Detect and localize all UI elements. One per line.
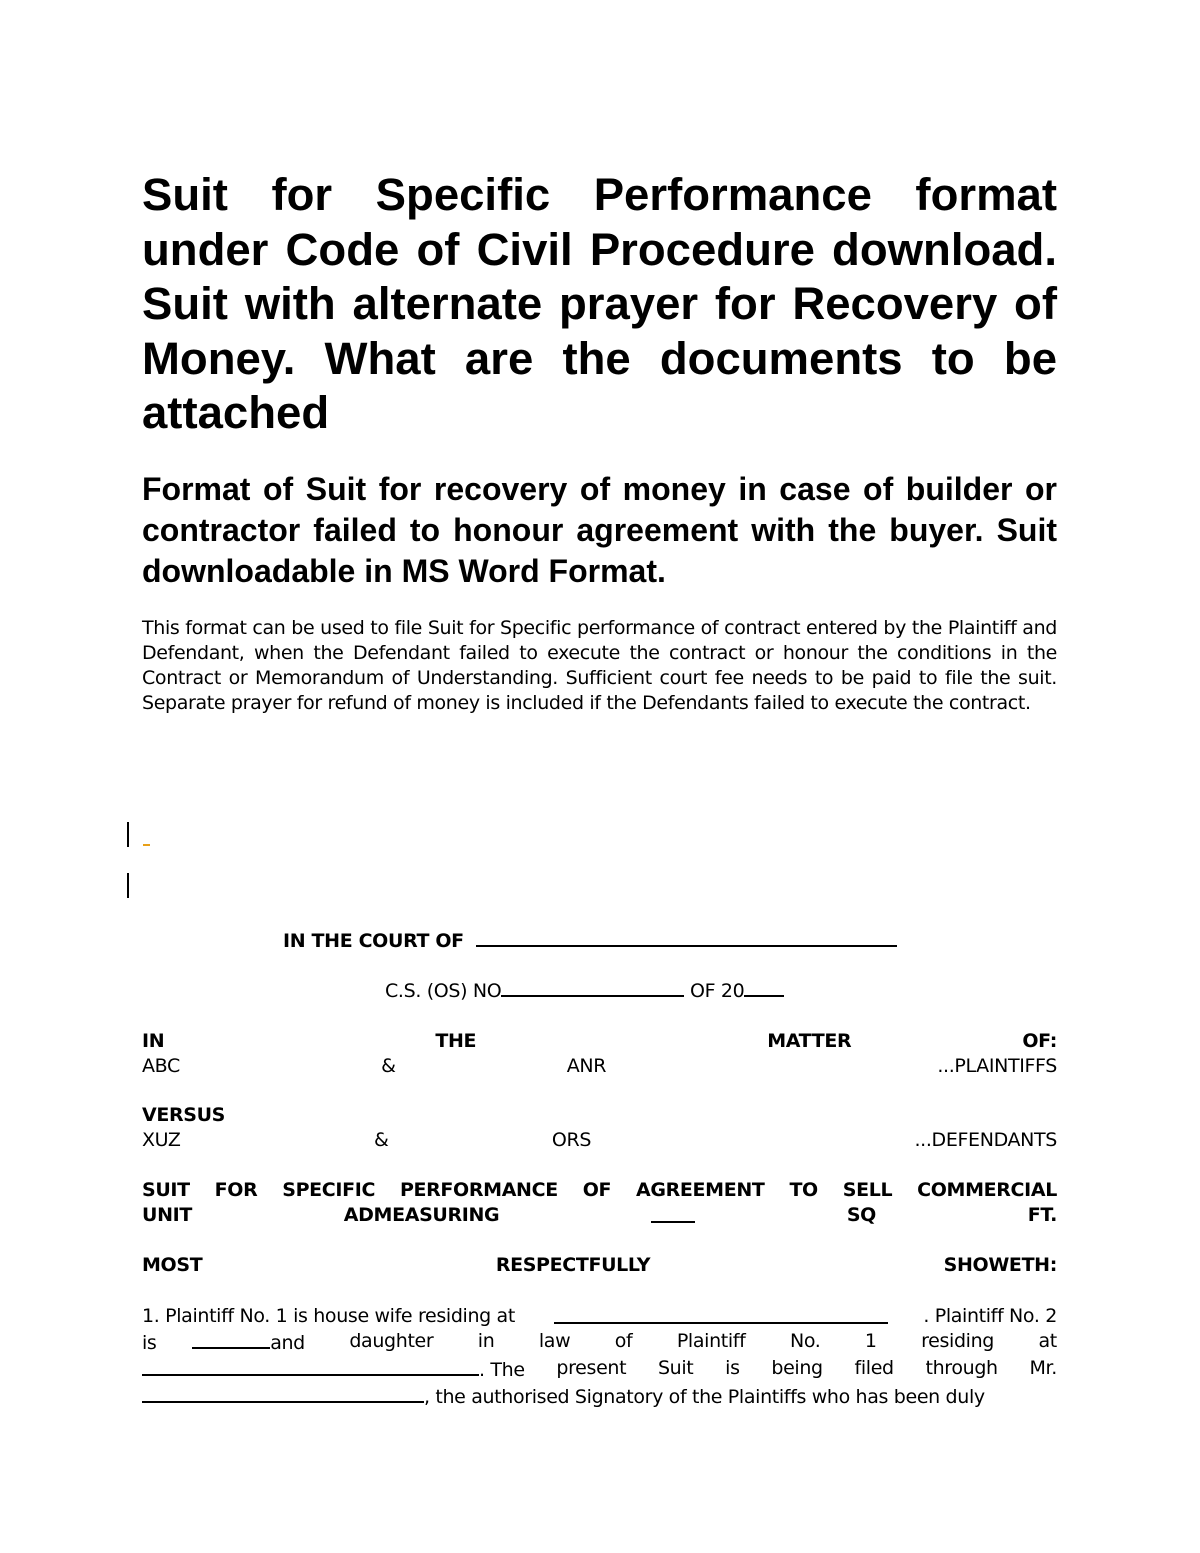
versus-heading: VERSUS	[142, 1104, 226, 1126]
matter-word: THE	[435, 1030, 477, 1052]
paragraph-word: . The	[479, 1359, 525, 1381]
suit-title-word: TO	[789, 1179, 818, 1201]
signatory-blank	[142, 1383, 424, 1403]
paragraph-word: Mr.	[1029, 1357, 1057, 1379]
suit-title-line-1	[142, 1178, 1057, 1203]
address-blank	[554, 1304, 888, 1324]
showeth-word: SHOWETH:	[943, 1254, 1057, 1276]
paragraph-word: Suit	[657, 1357, 694, 1379]
matter-heading	[142, 1029, 1057, 1054]
suit-title-word: SELL	[842, 1179, 893, 1201]
edit-marker	[143, 844, 150, 846]
paragraph-line	[142, 1329, 1057, 1356]
suit-title-word: UNIT	[142, 1204, 192, 1226]
defendant-name: XUZ	[142, 1129, 181, 1151]
defendants-label: ...DEFENDANTS	[914, 1129, 1057, 1151]
cs-year-prefix: OF 20	[690, 980, 745, 1002]
intro-paragraph: This format can be used to file Suit for Specific performance of contract entered by the Plaintiff and Defendant, when the Defendant failed to execute the contract or honour the conditions in the Contract or Memorandum of Understanding. Sufficient court fee needs to be paid to file the suit. Separate prayer for refund of money is included if the Defendants failed to execute the contract.	[142, 616, 1057, 714]
paragraph-word: law	[538, 1330, 571, 1352]
suit-title-word: COMMERCIAL	[917, 1179, 1057, 1201]
paragraph-word: 1	[864, 1330, 877, 1352]
matter-word: MATTER	[767, 1030, 852, 1052]
text-cursor	[127, 822, 129, 847]
suit-title-word: ADMEASURING	[343, 1204, 500, 1226]
paragraph-word: of	[614, 1330, 633, 1352]
suit-title-word: AGREEMENT	[636, 1179, 765, 1201]
suit-title-word: SQ	[846, 1204, 876, 1226]
ampersand: &	[373, 1129, 389, 1151]
paragraph-line	[142, 1383, 1057, 1410]
paragraph-word: and	[270, 1332, 305, 1354]
paragraph-line	[142, 1356, 1057, 1383]
cs-number-blank	[501, 977, 684, 997]
plaintiff-name: ABC	[142, 1055, 180, 1077]
plaintiffs-label: ...PLAINTIFFS	[937, 1055, 1057, 1077]
showeth-line	[142, 1253, 1057, 1278]
paragraph-text: 1. Plaintiff No. 1 is house wife residing at	[142, 1305, 515, 1327]
suit-title-word: FT.	[1027, 1204, 1057, 1226]
paragraph-word: daughter	[349, 1330, 434, 1352]
ampersand: &	[381, 1055, 396, 1077]
paragraph-word: present	[556, 1357, 627, 1379]
showeth-word: RESPECTFULLY	[495, 1254, 651, 1276]
paragraph-word: through	[925, 1357, 998, 1379]
suit-title-word: PERFORMANCE	[399, 1179, 558, 1201]
paragraph-word: residing	[921, 1330, 995, 1352]
defendant-ors: ORS	[551, 1129, 592, 1151]
area-blank	[651, 1203, 695, 1223]
text-cursor	[127, 873, 129, 898]
paragraph-word: filed	[854, 1357, 894, 1379]
paragraph-word: Plaintiff	[676, 1330, 746, 1352]
address-blank-2	[142, 1356, 479, 1376]
matter-word: OF:	[1022, 1030, 1057, 1052]
paragraph-text: . Plaintiff No. 2	[923, 1305, 1057, 1327]
cs-prefix: C.S. (OS) NO	[385, 980, 502, 1002]
matter-word: IN	[142, 1030, 165, 1052]
paragraph-word: is	[142, 1332, 157, 1354]
paragraph-word: being	[771, 1357, 823, 1379]
suit-title-word: SPECIFIC	[282, 1179, 376, 1201]
relation-blank	[192, 1329, 270, 1349]
suit-title-word: SUIT	[142, 1179, 190, 1201]
paragraph-text: , the authorised Signatory of the Plaintiffs who has been duly	[424, 1386, 985, 1408]
showeth-word: MOST	[142, 1254, 203, 1276]
court-line	[142, 927, 1057, 954]
plaintiff-anr: ANR	[566, 1055, 607, 1077]
document-header	[142, 168, 1057, 716]
plaintiffs-line	[142, 1054, 1057, 1079]
paragraph-word: at	[1038, 1330, 1057, 1352]
case-number-line	[142, 977, 1057, 1004]
suit-title-word: FOR	[214, 1179, 258, 1201]
paragraph-word: is	[725, 1357, 740, 1379]
paragraph-line	[142, 1304, 1057, 1329]
document-title: Suit for Specific Performance format under Code of Civil Procedure download. Suit with alternate prayer for Recovery of Money. What are the documents to be attached	[142, 169, 1057, 438]
suit-title-line-2	[142, 1203, 1057, 1228]
court-blank	[476, 927, 897, 947]
document-subtitle: Format of Suit for recovery of money in case of builder or contractor failed to honour agreement with the buyer. Suit downloadable in MS Word Format.	[142, 470, 1057, 589]
paragraph-word: No.	[789, 1330, 821, 1352]
paragraph-word: in	[477, 1330, 495, 1352]
defendants-line	[142, 1128, 1057, 1153]
suit-title-word: OF	[582, 1179, 612, 1201]
court-label: IN THE COURT OF	[283, 930, 464, 952]
paragraph-1	[142, 1304, 1057, 1410]
cs-year-blank	[744, 977, 784, 997]
